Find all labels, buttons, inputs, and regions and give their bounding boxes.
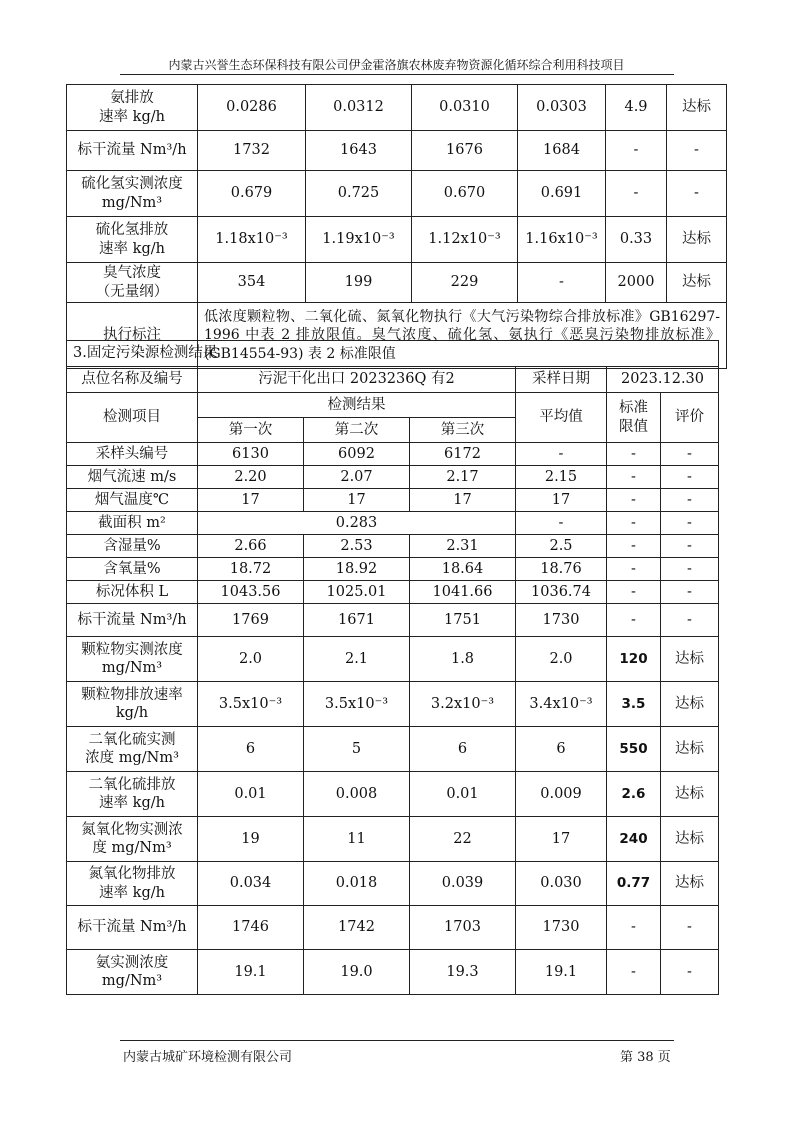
- value-cell: 0.691: [518, 171, 606, 217]
- avg-cell: 18.76: [516, 558, 607, 581]
- eval-cell: 达标: [661, 817, 719, 862]
- value-cell: 1746: [198, 906, 304, 950]
- value-cell: 1732: [198, 131, 306, 171]
- eval-cell: -: [661, 558, 719, 581]
- value-cell: 0.039: [410, 862, 516, 906]
- row-label: 标干流量 Nm³/h: [67, 604, 198, 637]
- eval-cell: -: [661, 581, 719, 604]
- value-cell: 1.8: [410, 637, 516, 682]
- value-cell: 19.3: [410, 950, 516, 995]
- avg-label: 平均值: [516, 393, 607, 443]
- value-cell: -: [518, 263, 606, 303]
- limit-cell: -: [607, 581, 661, 604]
- row-label: 硫化氢排放 速率 kg/h: [67, 217, 198, 263]
- table-row: [67, 772, 719, 817]
- value-cell: 5: [304, 727, 410, 772]
- value-cell: 19.1: [198, 950, 304, 995]
- value-cell: 17: [410, 489, 516, 512]
- eval-cell: -: [667, 131, 727, 171]
- eval-cell: -: [661, 489, 719, 512]
- value-cell: 199: [306, 263, 412, 303]
- table-row: [67, 489, 719, 512]
- limit-cell: -: [607, 466, 661, 489]
- value-cell: 2.1: [304, 637, 410, 682]
- limit-cell: 4.9: [606, 85, 667, 131]
- avg-cell: 2.5: [516, 535, 607, 558]
- eval-cell: -: [661, 443, 719, 466]
- limit-cell: -: [607, 604, 661, 637]
- date-value: 2023.12.30: [607, 367, 719, 393]
- avg-cell: 0.009: [516, 772, 607, 817]
- value-cell: 6: [198, 727, 304, 772]
- table-row: [67, 131, 727, 171]
- row-label: 颗粒物实测浓度 mg/Nm³: [67, 637, 198, 682]
- limit-cell: -: [607, 558, 661, 581]
- value-cell: 2.53: [304, 535, 410, 558]
- row-label: 标干流量 Nm³/h: [67, 131, 198, 171]
- value-cell: 0.670: [412, 171, 518, 217]
- fixed-source-table: [66, 340, 719, 995]
- limit-cell: -: [606, 131, 667, 171]
- value-cell: 0.0312: [306, 85, 412, 131]
- value-cell: 19: [198, 817, 304, 862]
- value-cell: 1.18x10⁻³: [198, 217, 306, 263]
- limit-cell: -: [607, 443, 661, 466]
- value-cell: 0.0310: [412, 85, 518, 131]
- row-label: 含湿量%: [67, 535, 198, 558]
- avg-cell: 0.030: [516, 862, 607, 906]
- value-cell: 11: [304, 817, 410, 862]
- eval-cell: -: [661, 604, 719, 637]
- limit-cell: 0.33: [606, 217, 667, 263]
- value-cell: 1676: [412, 131, 518, 171]
- table-row: [67, 171, 727, 217]
- table-row: [67, 604, 719, 637]
- avg-cell: 2.0: [516, 637, 607, 682]
- value-cell: 2.66: [198, 535, 304, 558]
- value-cell: 1751: [410, 604, 516, 637]
- row-label: 氮氧化物排放 速率 kg/h: [67, 862, 198, 906]
- merged-value-cell: 0.283: [198, 512, 516, 535]
- value-cell: 0.0303: [518, 85, 606, 131]
- value-cell: 1041.66: [410, 581, 516, 604]
- row-label: 含氧量%: [67, 558, 198, 581]
- value-cell: 0.018: [304, 862, 410, 906]
- limit-cell: -: [607, 535, 661, 558]
- eval-cell: -: [661, 466, 719, 489]
- limit-cell: -: [607, 906, 661, 950]
- standard-text: 低浓度颗粒物、二氧化硫、氮氧化物执行《大气污染物综合排放标准》GB16297-1996 中表 2 排放限值。臭气浓度、硫化氢、氨执行《恶臭污染物排放标准》(GB14554-93) 表 2 标准限值: [198, 303, 727, 369]
- table-row: [67, 558, 719, 581]
- row-label: 颗粒物排放速率 kg/h: [67, 682, 198, 727]
- item-label: 检测项目: [67, 393, 198, 443]
- value-cell: 1703: [410, 906, 516, 950]
- avg-cell: 1036.74: [516, 581, 607, 604]
- table-row: [67, 637, 719, 682]
- value-cell: 2.17: [410, 466, 516, 489]
- eval-cell: -: [667, 171, 727, 217]
- row-label: 烟气流速 m/s: [67, 466, 198, 489]
- table-row: [67, 512, 719, 535]
- run-label: 第三次: [410, 418, 516, 443]
- limit-cell: -: [607, 950, 661, 995]
- value-cell: 1.19x10⁻³: [306, 217, 412, 263]
- row-label: 臭气浓度 （无量纲）: [67, 263, 198, 303]
- value-cell: 6130: [198, 443, 304, 466]
- row-label: 氨实测浓度 mg/Nm³: [67, 950, 198, 995]
- eval-cell: 达标: [667, 85, 727, 131]
- value-cell: 1643: [306, 131, 412, 171]
- eval-cell: -: [661, 535, 719, 558]
- eval-cell: 达标: [667, 217, 727, 263]
- table-row: [67, 443, 719, 466]
- date-label: 采样日期: [516, 367, 607, 393]
- table-row: [67, 950, 719, 995]
- avg-cell: 17: [516, 489, 607, 512]
- point-value: 污泥干化出口 2023236Q 有2: [198, 367, 516, 393]
- row-label: 硫化氢实测浓度 mg/Nm³: [67, 171, 198, 217]
- limit-cell: 3.5: [607, 682, 661, 727]
- value-cell: 354: [198, 263, 306, 303]
- limit-cell: -: [606, 171, 667, 217]
- avg-cell: 6: [516, 727, 607, 772]
- value-cell: 0.725: [306, 171, 412, 217]
- avg-cell: 19.1: [516, 950, 607, 995]
- value-cell: 3.2x10⁻³: [410, 682, 516, 727]
- value-cell: 1742: [304, 906, 410, 950]
- value-cell: 2.20: [198, 466, 304, 489]
- table-row: [67, 682, 719, 727]
- row-label: 氨排放 速率 kg/h: [67, 85, 198, 131]
- point-row: [67, 367, 719, 393]
- limit-cell: 120: [607, 637, 661, 682]
- row-label: 二氧化硫排放 速率 kg/h: [67, 772, 198, 817]
- table-row: [67, 862, 719, 906]
- value-cell: 22: [410, 817, 516, 862]
- value-cell: 2.31: [410, 535, 516, 558]
- table-row: [67, 217, 727, 263]
- avg-cell: 17: [516, 817, 607, 862]
- footer-divider: [120, 1040, 674, 1041]
- page-header: 内蒙古兴誉生态环保科技有限公司伊金霍洛旗农林废弃物资源化循环综合利用科技项目: [168, 58, 625, 72]
- row-label: 二氧化硫实测 浓度 mg/Nm³: [67, 727, 198, 772]
- limit-cell: 0.77: [607, 862, 661, 906]
- limit-cell: 550: [607, 727, 661, 772]
- limit-cell: 2000: [606, 263, 667, 303]
- table-row: [67, 263, 727, 303]
- emission-table-continued: [66, 84, 727, 369]
- value-cell: 0.034: [198, 862, 304, 906]
- run-label: 第一次: [198, 418, 304, 443]
- value-cell: 229: [412, 263, 518, 303]
- avg-cell: 2.15: [516, 466, 607, 489]
- value-cell: 17: [304, 489, 410, 512]
- standard-label: 执行标注: [67, 303, 198, 369]
- value-cell: 1.16x10⁻³: [518, 217, 606, 263]
- eval-label: 评价: [661, 393, 719, 443]
- value-cell: 2.07: [304, 466, 410, 489]
- value-cell: 18.92: [304, 558, 410, 581]
- value-cell: 18.72: [198, 558, 304, 581]
- value-cell: 6: [410, 727, 516, 772]
- eval-cell: 达标: [661, 862, 719, 906]
- value-cell: 0.0286: [198, 85, 306, 131]
- value-cell: 0.01: [198, 772, 304, 817]
- table-row: [67, 535, 719, 558]
- row-label: 标况体积 L: [67, 581, 198, 604]
- eval-cell: 达标: [661, 772, 719, 817]
- value-cell: 17: [198, 489, 304, 512]
- header-divider: [120, 74, 674, 75]
- run-label: 第二次: [304, 418, 410, 443]
- value-cell: 3.5x10⁻³: [198, 682, 304, 727]
- value-cell: 19.0: [304, 950, 410, 995]
- avg-cell: -: [516, 512, 607, 535]
- value-cell: 3.5x10⁻³: [304, 682, 410, 727]
- table-row: [67, 906, 719, 950]
- value-cell: 1684: [518, 131, 606, 171]
- avg-cell: -: [516, 443, 607, 466]
- avg-cell: 1730: [516, 906, 607, 950]
- value-cell: 6092: [304, 443, 410, 466]
- point-label: 点位名称及编号: [67, 367, 198, 393]
- value-cell: 2.0: [198, 637, 304, 682]
- value-cell: 1.12x10⁻³: [412, 217, 518, 263]
- result-label: 检测结果: [198, 393, 516, 418]
- value-cell: 1025.01: [304, 581, 410, 604]
- value-cell: 0.01: [410, 772, 516, 817]
- eval-cell: -: [661, 512, 719, 535]
- limit-cell: -: [607, 489, 661, 512]
- eval-cell: 达标: [661, 637, 719, 682]
- section-title-row: [67, 341, 719, 367]
- row-label: 截面积 m²: [67, 512, 198, 535]
- avg-cell: 3.4x10⁻³: [516, 682, 607, 727]
- eval-cell: 达标: [661, 682, 719, 727]
- header-row: [67, 393, 719, 418]
- eval-cell: -: [661, 906, 719, 950]
- value-cell: 6172: [410, 443, 516, 466]
- row-label: 氮氧化物实测浓 度 mg/Nm³: [67, 817, 198, 862]
- table-row: [67, 817, 719, 862]
- footer-page-number: 第 38 页: [620, 1050, 671, 1065]
- value-cell: 0.008: [304, 772, 410, 817]
- value-cell: 1043.56: [198, 581, 304, 604]
- eval-cell: 达标: [667, 263, 727, 303]
- limit-cell: 2.6: [607, 772, 661, 817]
- table-row: [67, 727, 719, 772]
- row-label: 烟气温度℃: [67, 489, 198, 512]
- limit-cell: -: [607, 512, 661, 535]
- table-row: [67, 466, 719, 489]
- limit-label: 标准 限值: [607, 393, 661, 443]
- row-label: 标干流量 Nm³/h: [67, 906, 198, 950]
- eval-cell: -: [661, 950, 719, 995]
- value-cell: 18.64: [410, 558, 516, 581]
- eval-cell: 达标: [661, 727, 719, 772]
- table-row: [67, 581, 719, 604]
- limit-cell: 240: [607, 817, 661, 862]
- value-cell: 1671: [304, 604, 410, 637]
- value-cell: 0.679: [198, 171, 306, 217]
- section-title: 3.固定污染源检测结果: [67, 341, 719, 367]
- table-row: [67, 85, 727, 131]
- avg-cell: 1730: [516, 604, 607, 637]
- footer-company: 内蒙古城矿环境检测有限公司: [123, 1050, 293, 1065]
- value-cell: 1769: [198, 604, 304, 637]
- row-label: 采样头编号: [67, 443, 198, 466]
